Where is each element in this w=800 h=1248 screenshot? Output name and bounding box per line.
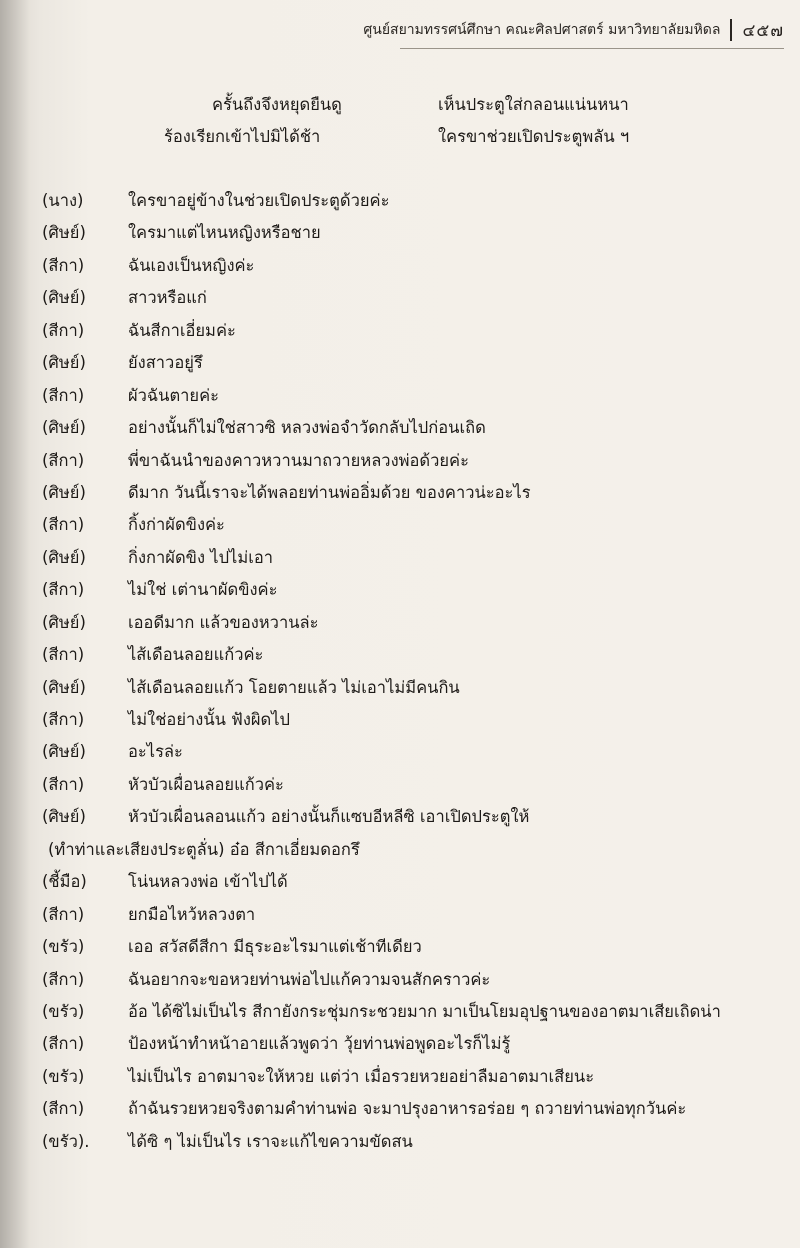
dialogue-text: อ้อ ได้ซิไม่เป็นไร สีกายังกระชุ่มกระชวยมาก มาเป็นโยมอุปฐานของอาตมาเสียเถิดน่า	[128, 1001, 721, 1021]
dialogue-text: ดีมาก วันนี้เราจะได้พลอยท่านพ่ออิ่มด้วย ของคาวน่ะอะไร	[128, 482, 531, 502]
speaker-label: (สีกา)	[42, 774, 85, 794]
dialogue-text: อะไรล่ะ	[128, 742, 183, 762]
header-separator	[730, 19, 732, 41]
dialogue-text: ไส้เดือนลอยแก้วค่ะ	[128, 645, 264, 665]
verse-2-right: ใครขาช่วยเปิดประตูพลัน ฯ	[438, 127, 630, 146]
dialogue-line	[0, 672, 800, 704]
speaker-label: (สีกา)	[42, 645, 85, 665]
speaker-label: (ศิษย์)	[42, 807, 86, 827]
speaker-label: (สีกา)	[42, 320, 85, 340]
dialogue-line	[0, 736, 800, 768]
speaker-label: (ศิษย์)	[42, 482, 86, 502]
dialogue-line	[0, 1126, 800, 1158]
speaker-label: (ศิษย์)	[42, 547, 86, 567]
speaker-label: (ขรัว)	[42, 1001, 85, 1021]
dialogue-text: เออ สวัสดีสีกา มีธุระอะไรมาแต่เช้าทีเดียว	[128, 937, 422, 957]
speaker-label: (สีกา)	[42, 1099, 85, 1119]
speaker-label: (ขรัว)	[42, 937, 85, 957]
dialogue-line	[0, 477, 800, 509]
dialogue-text: อย่างนั้นก็ไม่ใช่สาวซิ หลวงพ่อจำวัดกลับไปก่อนเถิด	[128, 418, 486, 438]
dialogue-text: ฉันอยากจะขอหวยท่านพ่อไปแก้ความจนสักคราวค่ะ	[128, 969, 491, 989]
speaker-label: (สีกา)	[42, 1034, 85, 1054]
dialogue-line	[0, 315, 800, 347]
dialogue-text: ใครขาอยู่ข้างในช่วยเปิดประตูด้วยค่ะ	[128, 191, 390, 210]
dialogue-line	[0, 801, 800, 833]
dialogue-text: หัวบัวเผื่อนลอนแก้ว อย่างนั้นก็แซบอีหลีซิ เอาเปิดประตูให้	[128, 807, 530, 827]
speaker-label: (สีกา)	[42, 969, 85, 989]
speaker-label: (ศิษย์)	[42, 742, 86, 762]
dialogue-line	[0, 834, 800, 866]
dialogue-line	[0, 380, 800, 412]
dialogue-text: ยกมือไหว้หลวงตา	[128, 904, 256, 924]
dialogue-text: (ทำท่าและเสียงประตูลั่น) อ๋อ สีกาเอี่ยมดอกรึ	[48, 839, 360, 859]
speaker-label: (สีกา)	[42, 450, 85, 470]
header-rule	[400, 48, 784, 49]
dialogue-text: เออดีมาก แล้วของหวานล่ะ	[128, 612, 319, 632]
dialogue-line	[0, 1061, 800, 1093]
speaker-label: (สีกา)	[42, 710, 85, 729]
dialogue-line	[0, 964, 800, 996]
dialogue-line	[0, 347, 800, 379]
dialogue-line	[0, 704, 800, 736]
header-title: ศูนย์สยามทรรศน์ศึกษา คณะศิลปศาสตร์ มหาวิทยาลัยมหิดล	[363, 22, 721, 38]
dialogue-text: ถ้าฉันรวยหวยจริงตามคำท่านพ่อ จะมาปรุงอาหารอร่อย ๆ ถวายท่านพ่อทุกวันค่ะ	[128, 1099, 687, 1119]
speaker-label: (ชี้มือ)	[42, 872, 87, 892]
dialogue-line	[0, 217, 800, 249]
speaker-label: (ศิษย์)	[42, 223, 86, 243]
speaker-label: (นาง)	[42, 191, 84, 210]
dialogue-line	[0, 542, 800, 574]
dialogue-text: ใครมาแต่ไหนหญิงหรือชาย	[128, 223, 321, 243]
dialogue-text: ไส้เดือนลอยแก้ว โอยตายแล้ว ไม่เอาไม่มีคนกิน	[128, 677, 460, 697]
dialogue-text: ป้องหน้าทำหน้าอายแล้วพูดว่า วุ้ยท่านพ่อพูดอะไรก็ไม่รู้	[128, 1034, 511, 1054]
dialogue-text: ไม่ใช่ เต่านาผัดขิงค่ะ	[128, 580, 278, 600]
dialogue-line	[0, 996, 800, 1028]
dialogue-line	[0, 574, 800, 606]
speaker-label: (ศิษย์)	[42, 418, 86, 438]
dialogue-text: สาวหรือแก่	[128, 288, 207, 308]
dialogue-line	[0, 282, 800, 314]
dialogue-text: ฉันเองเป็นหญิงค่ะ	[128, 255, 255, 275]
dialogue-line	[0, 769, 800, 801]
dialogue-text: กิ้งก่าผัดขิงค่ะ	[128, 515, 225, 535]
speaker-label: (สีกา)	[42, 515, 85, 535]
verse-1-left: ครั้นถึงจึงหยุดยืนดู	[212, 95, 342, 114]
dialogue-text: โน่นหลวงพ่อ เข้าไปได้	[128, 872, 288, 892]
speaker-label: (ศิษย์)	[42, 612, 86, 632]
dialogue-list	[0, 185, 800, 1158]
dialogue-text: หัวบัวเผื่อนลอยแก้วค่ะ	[128, 774, 284, 794]
speaker-label: (สีกา)	[42, 904, 85, 924]
dialogue-text: กิ่งกาผัดขิง ไปไม่เอา	[128, 547, 274, 567]
dialogue-text: ไม่ใช่อย่างนั้น ฟังผิดไป	[128, 710, 291, 729]
dialogue-line	[0, 639, 800, 671]
running-header	[363, 16, 784, 44]
speaker-label: (ขรัว).	[42, 1131, 90, 1151]
dialogue-line	[0, 899, 800, 931]
dialogue-text: ได้ซิ ๆ ไม่เป็นไร เราจะแก้ไขความขัดสน	[128, 1131, 413, 1151]
dialogue-line	[0, 250, 800, 282]
dialogue-line	[0, 1093, 800, 1125]
speaker-label: (ศิษย์)	[42, 288, 86, 308]
page-number: ๔๕๗	[742, 20, 784, 41]
dialogue-line	[0, 509, 800, 541]
speaker-label: (ศิษย์)	[42, 353, 86, 373]
dialogue-line	[0, 185, 800, 217]
verse-1-right: เห็นประตูใส่กลอนแน่นหนา	[438, 95, 629, 114]
dialogue-line	[0, 866, 800, 898]
speaker-label: (ขรัว)	[42, 1066, 85, 1086]
dialogue-line	[0, 607, 800, 639]
dialogue-text: ผัวฉันตายค่ะ	[128, 385, 219, 405]
dialogue-text: ยังสาวอยู่รึ	[128, 353, 203, 373]
dialogue-text: ฉันสีกาเอี่ยมค่ะ	[128, 320, 236, 340]
dialogue-line	[0, 412, 800, 444]
speaker-label: (สีกา)	[42, 255, 85, 275]
dialogue-text: พี่ขาฉันนำของคาวหวานมาถวายหลวงพ่อด้วยค่ะ	[128, 450, 469, 470]
dialogue-line	[0, 931, 800, 963]
dialogue-text: ไม่เป็นไร อาตมาจะให้หวย แต่ว่า เมื่อรวยหวยอย่าลืมอาตมาเสียนะ	[128, 1066, 595, 1086]
speaker-label: (สีกา)	[42, 385, 85, 405]
verse-2-left: ร้องเรียกเข้าไปมิได้ช้า	[164, 127, 321, 146]
speaker-label: (สีกา)	[42, 580, 85, 600]
dialogue-line	[0, 1028, 800, 1060]
speaker-label: (ศิษย์)	[42, 677, 86, 697]
dialogue-line	[0, 445, 800, 477]
